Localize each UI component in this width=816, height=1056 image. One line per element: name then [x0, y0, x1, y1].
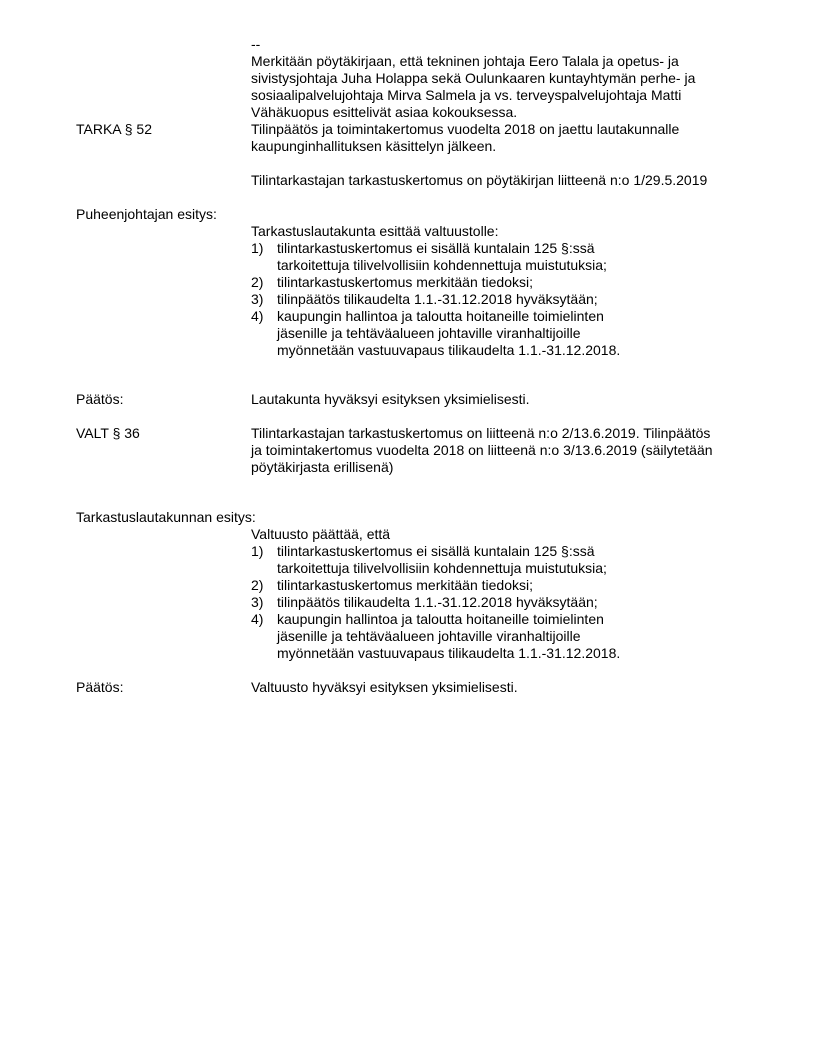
section-label-decision: Päätös:	[76, 391, 124, 407]
list-item-number: 2)	[251, 577, 264, 593]
valt-paragraph	[251, 425, 771, 476]
list-item-line: tilintarkastuskertomus merkitään tiedoksi;	[277, 577, 533, 593]
tarka-paragraph	[251, 121, 771, 155]
section-label-decision: Päätös:	[76, 679, 124, 695]
board-lead-line: Valtuusto päättää, että	[251, 526, 391, 542]
list-item	[251, 240, 771, 274]
intro-dashes: --	[251, 36, 261, 52]
section-label-board-proposal: Tarkastuslautakunnan esitys:	[76, 509, 256, 525]
tarka-report-text	[251, 172, 771, 189]
list-item-line: tilintarkastuskertomus ei sisällä kuntalain 125 §:ssä	[277, 240, 595, 256]
list-item-line: myönnetään vastuuvapaus tilikaudelta 1.1.-31.12.2018.	[277, 645, 621, 661]
list-item-line: tilintarkastuskertomus merkitään tiedoksi;	[277, 274, 533, 290]
list-item	[251, 543, 771, 577]
list-item-line: tilinpäätös tilikaudelta 1.1.-31.12.2018 hyväksytään;	[277, 594, 598, 610]
section-label-valt: VALT § 36	[76, 425, 140, 441]
chair-lead	[251, 223, 771, 240]
list-item-number: 1)	[251, 543, 264, 559]
intro-line: sivistysjohtaja Juha Holappa sekä Oulunkaaren kuntayhtymän perhe- ja	[251, 70, 696, 86]
list-item-line: jäsenille ja tehtäväalueen johtaville viranhaltijoille	[277, 325, 581, 341]
list-item-line: tarkoitettuja tilivelvollisiin kohdennettuja muistutuksia;	[277, 560, 607, 576]
tarka-line: kaupunginhallituksen käsittelyn jälkeen.	[251, 138, 497, 154]
board-proposal-list	[251, 543, 771, 662]
valt-line: Tilintarkastajan tarkastuskertomus on liitteenä n:o 2/13.6.2019. Tilinpäätös	[251, 425, 711, 441]
list-item	[251, 291, 771, 308]
decision-line: Lautakunta hyväksyi esityksen yksimielisesti.	[251, 391, 530, 407]
list-item	[251, 611, 771, 662]
list-item-line: myönnetään vastuuvapaus tilikaudelta 1.1.-31.12.2018.	[277, 342, 621, 358]
list-item-line: tilintarkastuskertomus ei sisällä kuntalain 125 §:ssä	[277, 543, 595, 559]
list-item-line: tarkoitettuja tilivelvollisiin kohdennettuja muistutuksia;	[277, 257, 607, 273]
list-item	[251, 594, 771, 611]
tarka-line: Tilinpäätös ja toimintakertomus vuodelta 2018 on jaettu lautakunnalle	[251, 121, 680, 137]
list-item	[251, 274, 771, 291]
list-item-line: jäsenille ja tehtäväalueen johtaville viranhaltijoille	[277, 628, 581, 644]
intro-line: Merkitään pöytäkirjaan, että tekninen johtaja Eero Talala ja opetus- ja	[251, 53, 679, 69]
list-item-number: 3)	[251, 291, 264, 307]
list-item-line: kaupungin hallintoa ja taloutta hoitaneille toimielinten	[277, 611, 604, 627]
list-item-number: 4)	[251, 308, 264, 324]
list-item-number: 2)	[251, 274, 264, 290]
list-item-number: 1)	[251, 240, 264, 256]
chair-lead-line: Tarkastuslautakunta esittää valtuustolle:	[251, 223, 499, 239]
board-lead	[251, 526, 771, 543]
intro-line: sosiaalipalvelujohtaja Mirva Salmela ja vs. terveyspalvelujohtaja Matti	[251, 87, 682, 103]
decision-line: Valtuusto hyväksyi esityksen yksimielisesti.	[251, 679, 518, 695]
intro-paragraph	[251, 36, 771, 121]
list-item-line: tilinpäätös tilikaudelta 1.1.-31.12.2018 hyväksytään;	[277, 291, 598, 307]
list-item-line: kaupungin hallintoa ja taloutta hoitaneille toimielinten	[277, 308, 604, 324]
list-item	[251, 577, 771, 594]
list-item	[251, 308, 771, 359]
valt-line: pöytäkirjasta erillisenä)	[251, 459, 394, 475]
section-label-chair-proposal: Puheenjohtajan esitys:	[76, 206, 217, 222]
chair-proposal-list	[251, 240, 771, 359]
decision-text	[251, 391, 771, 408]
intro-line: Vähäkuopus esittelivät asiaa kokouksessa.	[251, 104, 518, 120]
section-label-tarka: TARKA § 52	[76, 121, 153, 137]
tarka-report-line: Tilintarkastajan tarkastuskertomus on pöytäkirjan liitteenä n:o 1/29.5.2019	[251, 172, 708, 188]
decision-text	[251, 679, 771, 696]
list-item-number: 3)	[251, 594, 264, 610]
valt-line: ja toimintakertomus vuodelta 2018 on liitteenä n:o 3/13.6.2019 (säilytetään	[251, 442, 713, 458]
list-item-number: 4)	[251, 611, 264, 627]
